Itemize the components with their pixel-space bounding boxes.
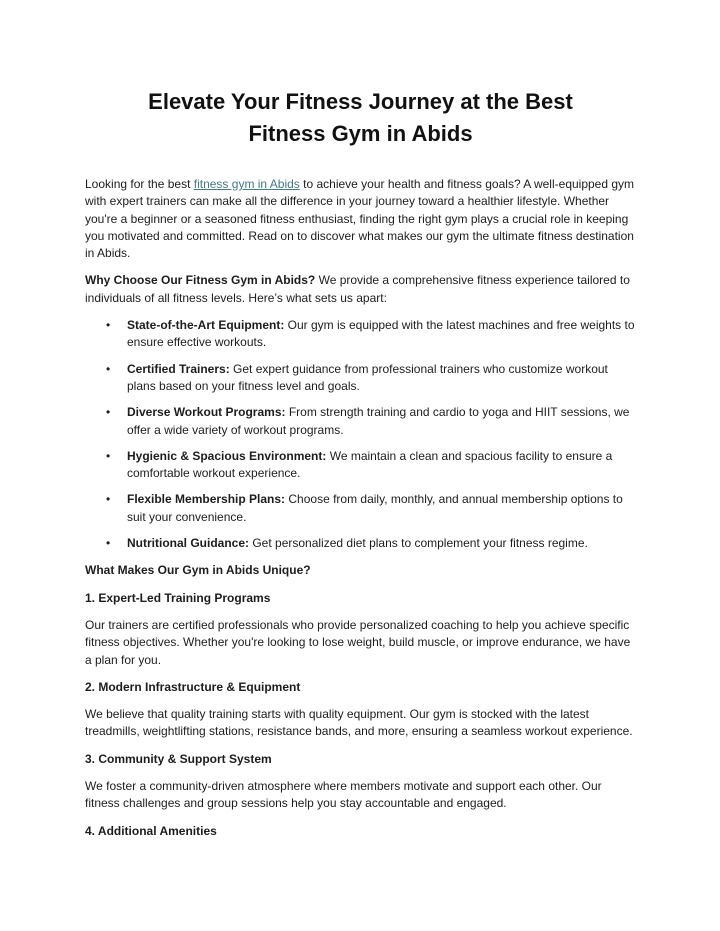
feature-title: Flexible Membership Plans:	[127, 492, 286, 507]
section-text: We believe that quality training starts with quality equipment. Our gym is stocked with the latest treadmills, weightlifting stations, resistance bands, and more, ensuring a seamless workout experience.	[85, 707, 633, 739]
feature-title: State-of-the-Art Equipment:	[127, 318, 285, 333]
list-item	[106, 361, 636, 396]
feature-text: Get personalized diet plans to complement your fitness regime.	[249, 536, 588, 551]
section-heading: 3. Community & Support System	[85, 751, 272, 766]
feature-text: Choose from daily, monthly, and annual membership options to suit your convenience.	[127, 492, 623, 524]
list-item	[106, 317, 636, 352]
bullet-icon: •	[106, 318, 111, 333]
fitness-gym-link[interactable]: fitness gym in Abids	[193, 177, 300, 191]
feature-text: From strength training and cardio to yoga and HIIT sessions, we offer a wide variety of workout programs.	[127, 405, 630, 437]
feature-text: Get expert guidance from professional trainers who customize workout plans based on your fitness level and goals.	[127, 361, 608, 393]
bullet-icon: •	[106, 405, 111, 420]
section-heading: 2. Modern Infrastructure & Equipment	[85, 679, 301, 694]
bullet-icon: •	[106, 536, 111, 551]
title-line-2: Fitness Gym in Abids	[248, 121, 473, 146]
list-item	[106, 448, 636, 483]
why-heading: Why Choose Our Fitness Gym in Abids?	[85, 273, 316, 288]
why-text: We provide a comprehensive fitness experience tailored to individuals of all fitness levels. Here’s what sets us apart:	[85, 273, 630, 305]
page-title	[85, 86, 636, 150]
intro-text-before: Looking for the best	[85, 177, 194, 191]
bullet-icon: •	[106, 448, 111, 463]
feature-title: Diverse Workout Programs:	[127, 405, 286, 420]
bullet-icon: •	[106, 361, 111, 376]
list-item	[106, 404, 636, 439]
features-list	[85, 317, 636, 552]
section-heading: 1. Expert-Led Training Programs	[85, 590, 271, 605]
feature-text: We maintain a clean and spacious facility to ensure a comfortable workout experience.	[127, 448, 613, 481]
title-line-1: Elevate Your Fitness Journey at the Best	[148, 89, 573, 114]
intro-text-after: to achieve your health and fitness goals? A well-equipped gym with expert trainers can make all the difference in your journey toward a healthier lifestyle. Whether you're a beginner or a seasoned fitness enthusiast, finding the right gym plays a crucial role in keeping you motivated and committed. Read on to discover what makes our gym the ultimate fitness destination in Abids.	[85, 177, 635, 261]
feature-text: Our gym is equipped with the latest machines and free weights to ensure effective workouts.	[127, 318, 635, 350]
list-item	[106, 491, 636, 526]
unique-heading: What Makes Our Gym in Abids Unique?	[85, 563, 311, 578]
feature-title: Nutritional Guidance:	[127, 536, 250, 551]
why-paragraph	[85, 272, 636, 307]
bullet-icon: •	[106, 492, 111, 507]
intro-paragraph	[85, 176, 636, 262]
amenities-heading: 4. Additional Amenities	[85, 823, 217, 838]
section-text: We foster a community-driven atmosphere where members motivate and support each other. Our fitness challenges and group sessions help you stay accountable and engaged.	[85, 779, 602, 811]
feature-title: Hygienic & Spacious Environment:	[127, 448, 327, 463]
list-item	[106, 535, 636, 552]
feature-title: Certified Trainers:	[127, 361, 230, 376]
section-text: Our trainers are certified professionals who provide personalized coaching to help you achieve specific fitness objectives. Whether you're looking to lose weight, build muscle, or improve endurance, we have a plan for you.	[85, 617, 631, 667]
